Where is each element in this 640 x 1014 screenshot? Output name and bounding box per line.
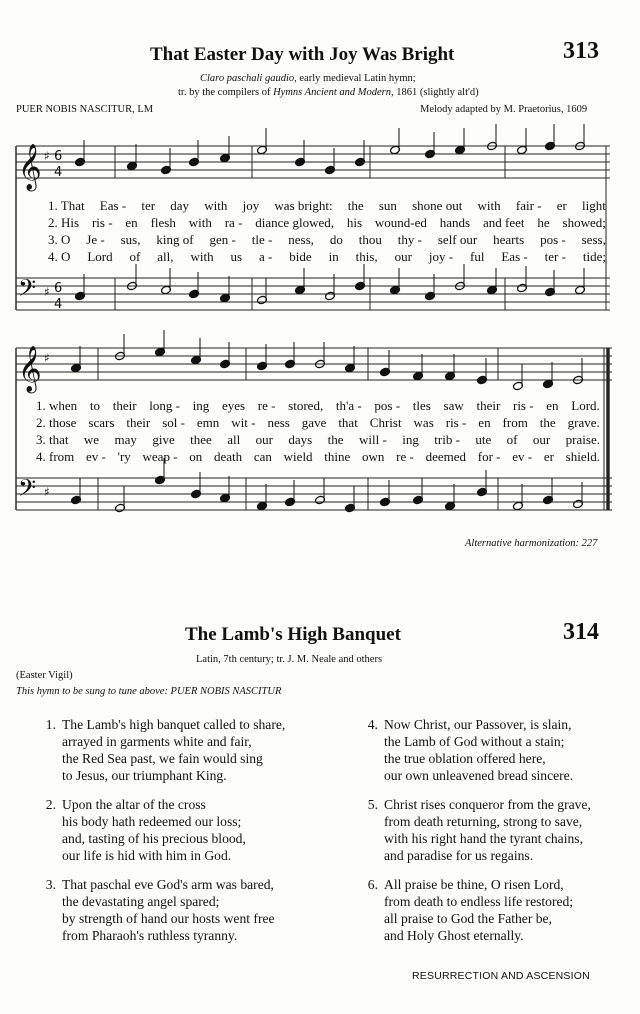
stanza-line	[358, 813, 640, 830]
lyric-syllable: sun	[378, 198, 397, 213]
note-head	[380, 367, 391, 377]
stanza-line	[358, 750, 640, 767]
lyric-syllable: joy -	[428, 249, 454, 264]
stanza-line	[358, 893, 640, 910]
note-head	[477, 375, 488, 385]
lyric-syllable: wield	[283, 449, 313, 464]
note-head	[517, 283, 528, 293]
stanza	[358, 716, 640, 784]
stanza-line	[36, 733, 326, 750]
note-head	[513, 501, 524, 511]
stanza-text: Now Christ, our Passover, is slain,	[384, 717, 572, 732]
note-head	[413, 371, 424, 381]
lyric-syllable: shield.	[565, 449, 600, 464]
note-head	[220, 293, 231, 303]
stanza-line	[36, 927, 326, 944]
stanza-text: his body hath redeemed our loss;	[62, 814, 242, 829]
note-head	[161, 165, 172, 175]
lyric-syllable: their	[112, 398, 137, 413]
stanza-line	[358, 830, 640, 847]
lyric-syllable: his	[346, 215, 363, 230]
note-head	[575, 285, 586, 295]
stanza-text: the Lamb of God without a stain;	[384, 734, 565, 749]
lyric-syllable: and feet	[483, 215, 525, 230]
lyric-syllable: our	[394, 249, 412, 264]
note-head	[390, 285, 401, 295]
stanza-text: and paradise for us regains.	[384, 848, 534, 863]
note-head	[71, 363, 82, 373]
lyric-syllable: en	[478, 415, 491, 430]
stanza-line	[358, 910, 640, 927]
clef-symbol: 6	[54, 281, 63, 296]
note-head	[127, 161, 138, 171]
stanza	[36, 876, 326, 944]
stanza-line	[358, 847, 640, 864]
stanza-text: our own unleavened bread sincere.	[384, 768, 574, 783]
lyric-syllable: tle -	[251, 232, 273, 247]
lyric-syllable: ful	[469, 249, 485, 264]
lyric-syllable: of	[129, 249, 141, 264]
stanza-text: That paschal eve God's arm was bared,	[62, 877, 274, 892]
hymn-314-tune-note: This hymn to be sung to tune above: PUER NOBIS NASCITUR	[16, 686, 282, 697]
lyric-syllable: praise.	[565, 432, 600, 447]
stanza-line	[358, 927, 640, 944]
stanza-text: to Jesus, our triumphant King.	[62, 768, 227, 783]
lyric-syllable: emn	[196, 415, 220, 430]
lyric-line	[36, 415, 600, 431]
lyric-syllable: give	[152, 432, 175, 447]
stanza-line	[36, 716, 326, 733]
lyric-syllable: thou	[358, 232, 382, 247]
stanza-text: Christ rises conqueror from the grave,	[384, 797, 591, 812]
note-head	[425, 149, 436, 159]
lyric-syllable: 3. O	[48, 232, 71, 247]
lyric-syllable: en	[125, 215, 138, 230]
lyric-syllable: joy	[242, 198, 260, 213]
stanza-number: 6.	[367, 877, 378, 892]
clef-symbol: 𝄢	[18, 474, 37, 507]
lyric-syllable: 3. that	[36, 432, 69, 447]
lyric-syllable: for -	[477, 449, 501, 464]
lyric-syllable: their	[126, 415, 151, 430]
lyric-syllable: do	[329, 232, 343, 247]
lyric-syllable: pos -	[540, 232, 566, 247]
stanza	[358, 796, 640, 864]
note-head	[425, 291, 436, 301]
note-head	[257, 145, 268, 155]
lyric-syllable: a -	[258, 249, 273, 264]
note-head	[517, 145, 528, 155]
lyric-syllable: ness	[267, 415, 290, 430]
lyric-syllable: ing	[402, 432, 419, 447]
lyric-syllable: diance glowed,	[255, 215, 334, 230]
lyric-syllable: saw	[443, 398, 464, 413]
stanza-text: and Holy Ghost eternally.	[384, 928, 524, 943]
note-head	[191, 355, 202, 365]
lyric-syllable: pos -	[374, 398, 401, 413]
note-head	[355, 281, 366, 291]
lyric-syllable: 'ry	[117, 449, 131, 464]
stanza-text: the devastating angel spared;	[62, 894, 220, 909]
lyric-syllable: er	[543, 449, 554, 464]
lyric-syllable: long -	[149, 398, 180, 413]
note-head	[295, 285, 306, 295]
stanza-text: The Lamb's high banquet called to share,	[62, 717, 286, 732]
stanza-line	[358, 876, 640, 893]
lyric-syllable: ra -	[224, 215, 243, 230]
lyric-syllable: ing	[192, 398, 210, 413]
lyric-syllable: their	[476, 398, 501, 413]
lyric-syllable: re -	[257, 398, 276, 413]
lyric-syllable: ter -	[544, 249, 566, 264]
lyric-syllable: all	[227, 432, 241, 447]
note-head	[445, 371, 456, 381]
lyric-syllable: er	[556, 198, 567, 213]
note-head	[325, 291, 336, 301]
lyric-syllable: the	[347, 198, 364, 213]
note-head	[115, 503, 126, 513]
lyric-syllable: Christ	[369, 415, 402, 430]
stanza-text: from death to endless life restored;	[384, 894, 574, 909]
lyric-syllable: grave.	[567, 415, 600, 430]
note-head	[71, 495, 82, 505]
lyric-syllable: ter	[141, 198, 156, 213]
note-head	[285, 359, 296, 369]
note-head	[487, 285, 498, 295]
note-head	[189, 157, 200, 167]
lyric-syllable: from	[502, 415, 528, 430]
note-head	[390, 145, 401, 155]
lyric-syllable: deemed	[425, 449, 466, 464]
lyric-syllable: own	[362, 449, 385, 464]
lyric-syllable: Lord.	[571, 398, 600, 413]
note-head	[573, 375, 584, 385]
clef-symbol: 6	[54, 149, 63, 164]
lyric-line	[48, 232, 606, 248]
lyric-syllable: days	[288, 432, 313, 447]
lyric-syllable: ev -	[512, 449, 533, 464]
lyric-syllable: 4. O	[48, 249, 71, 264]
lyric-syllable: Je -	[86, 232, 105, 247]
lyric-syllable: tles	[412, 398, 431, 413]
lyric-syllable: ness,	[288, 232, 314, 247]
hymn-313-number: 313	[563, 38, 599, 64]
lyric-syllable: of	[506, 432, 518, 447]
stanza-line	[36, 910, 326, 927]
lyric-syllable: flesh	[150, 215, 176, 230]
lyric-syllable: tide;	[582, 249, 606, 264]
lyric-line	[48, 215, 606, 231]
lyric-syllable: fair -	[515, 198, 542, 213]
stanza-text: and, tasting of his precious blood,	[62, 831, 246, 846]
lyric-syllable: scars	[88, 415, 115, 430]
lyric-syllable: 1. when	[36, 398, 78, 413]
lyric-line	[36, 398, 600, 414]
lyric-syllable: re -	[396, 449, 414, 464]
note-head	[220, 153, 231, 163]
lyric-syllable: en	[546, 398, 559, 413]
stanza-number: 1.	[45, 717, 56, 732]
note-head	[155, 475, 166, 485]
lyric-syllable: the	[539, 415, 556, 430]
tune-name: PUER NOBIS NASCITUR, LM	[16, 104, 154, 115]
note-head	[75, 291, 86, 301]
lyric-line	[36, 449, 600, 465]
lyric-syllable: will -	[358, 432, 387, 447]
note-head	[75, 157, 86, 167]
clef-symbol: 𝄞	[18, 144, 42, 190]
lyric-syllable: sol -	[162, 415, 185, 430]
clef-symbol: 𝄢	[18, 274, 37, 307]
stanza-line	[36, 813, 326, 830]
hymn-313-translation-credit: tr. by the compilers of Hymns Ancient and Modern, 1861 (slightly alt'd)	[178, 87, 479, 98]
clef-symbol: 𝄞	[18, 346, 42, 392]
stanza-text: with his right hand the tyrant chains,	[384, 831, 583, 846]
note-head	[477, 487, 488, 497]
lyric-syllable: he	[537, 215, 550, 230]
note-head	[413, 495, 424, 505]
clef-symbol: ♯	[44, 149, 50, 163]
clef-symbol: 4	[54, 297, 63, 312]
note-head	[315, 495, 326, 505]
lyric-syllable: we	[83, 432, 100, 447]
note-head	[285, 497, 296, 507]
page-footer: RESURRECTION AND ASCENSION	[412, 970, 590, 982]
stanza-line	[36, 847, 326, 864]
note-head	[127, 281, 138, 291]
note-head	[191, 489, 202, 499]
stanza-number: 2.	[45, 797, 56, 812]
lyric-syllable: all,	[157, 249, 174, 264]
clef-symbol: ♯	[44, 485, 50, 499]
stanza	[36, 796, 326, 864]
lyric-syllable: weap -	[142, 449, 178, 464]
stanza-text: our life is hid with him in God.	[62, 848, 232, 863]
note-head	[325, 165, 336, 175]
lyric-syllable: hearts	[493, 232, 525, 247]
lyric-syllable: to	[89, 398, 100, 413]
hymn-314-occasion: (Easter Vigil)	[16, 670, 73, 681]
note-head	[543, 379, 554, 389]
note-head	[189, 289, 200, 299]
lyric-syllable: th'a -	[335, 398, 362, 413]
lyric-syllable: sus,	[120, 232, 141, 247]
note-head	[573, 499, 584, 509]
lyric-line	[48, 198, 606, 214]
stanza-line	[358, 733, 640, 750]
stanza-number: 3.	[45, 877, 56, 892]
lyric-syllable: that	[338, 415, 358, 430]
stanza-line	[36, 893, 326, 910]
lyric-syllable: gen -	[209, 232, 236, 247]
stanza-number: 5.	[367, 797, 378, 812]
note-head	[455, 145, 466, 155]
note-head	[487, 141, 498, 151]
lyric-syllable: 4. from	[36, 449, 75, 464]
stanza	[358, 876, 640, 944]
stanza-text: arrayed in garments white and fair,	[62, 734, 252, 749]
lyric-syllable: hands	[439, 215, 471, 230]
lyric-syllable: wound-ed	[374, 215, 427, 230]
stanza-line	[358, 767, 640, 784]
note-head	[545, 287, 556, 297]
lyric-syllable: wit -	[231, 415, 256, 430]
lyric-syllable: with	[477, 198, 501, 213]
lyric-syllable: showed;	[562, 215, 606, 230]
note-head	[257, 361, 268, 371]
lyric-syllable: stored,	[288, 398, 324, 413]
lyric-syllable: sess,	[581, 232, 606, 247]
hymn-313-text-credit: Claro paschali gaudio, early medieval Latin hymn;	[200, 73, 416, 84]
lyric-syllable: our	[255, 432, 273, 447]
note-head	[345, 503, 356, 513]
lyric-syllable: was bright:	[274, 198, 333, 213]
stanza-text: from Pharaoh's ruthless tyranny.	[62, 928, 238, 943]
lyric-syllable: ute	[475, 432, 492, 447]
note-head	[115, 351, 126, 361]
lyric-syllable: shone out	[412, 198, 463, 213]
lyric-syllable: bide	[289, 249, 312, 264]
hymn-314-credit: Latin, 7th century; tr. J. M. Neale and others	[196, 654, 383, 665]
lyric-syllable: thine	[324, 449, 351, 464]
clef-symbol: 4	[54, 165, 63, 180]
lyric-syllable: with	[190, 249, 214, 264]
note-head	[455, 281, 466, 291]
hymn-313-title: That Easter Day with Joy Was Bright	[150, 44, 455, 65]
note-head	[155, 347, 166, 357]
stanza-line	[358, 716, 640, 733]
stanza-line	[36, 750, 326, 767]
lyric-syllable: king of	[156, 232, 194, 247]
stanza-text: from death returning, strong to save,	[384, 814, 583, 829]
note-head	[257, 501, 268, 511]
stanza-line	[36, 767, 326, 784]
lyric-syllable: can	[253, 449, 272, 464]
lyric-syllable: self our	[437, 232, 478, 247]
tune-credit: Melody adapted by M. Praetorius, 1609	[420, 104, 588, 115]
lyric-syllable: with	[204, 198, 228, 213]
alternative-harmonization-note: Alternative harmonization: 227	[465, 538, 598, 549]
stanza-text: the Red Sea past, we fain would sing	[62, 751, 263, 766]
stanza-text: Upon the altar of the cross	[62, 797, 206, 812]
lyric-syllable: 2. those	[36, 415, 77, 430]
note-head	[220, 359, 231, 369]
note-head	[445, 501, 456, 511]
lyric-syllable: on	[189, 449, 203, 464]
note-head	[545, 141, 556, 151]
stanza-text: all praise to God the Father be,	[384, 911, 552, 926]
note-head	[575, 141, 586, 151]
lyric-syllable: day	[170, 198, 190, 213]
lyric-syllable: ris -	[91, 215, 113, 230]
lyric-syllable: trib -	[434, 432, 460, 447]
note-head	[345, 363, 356, 373]
lyric-line	[36, 432, 600, 448]
lyric-syllable: light	[582, 198, 606, 213]
stanza-text: All praise be thine, O risen Lord,	[384, 877, 564, 892]
lyric-syllable: our	[532, 432, 551, 447]
clef-symbol: ♯	[44, 285, 50, 299]
note-head	[220, 493, 231, 503]
note-head	[295, 157, 306, 167]
lyric-syllable: thy -	[397, 232, 422, 247]
lyric-syllable: ev -	[86, 449, 106, 464]
lyric-syllable: 1. That	[48, 198, 85, 213]
lyric-syllable: may	[114, 432, 137, 447]
lyric-syllable: death	[214, 449, 243, 464]
lyric-syllable: 2. His	[48, 215, 80, 230]
stanza-line	[36, 796, 326, 813]
note-head	[355, 157, 366, 167]
lyric-syllable: thee	[190, 432, 212, 447]
lyric-syllable: eyes	[221, 398, 246, 413]
clef-symbol: ♯	[44, 351, 50, 365]
lyric-syllable: this,	[355, 249, 378, 264]
lyric-syllable: ris -	[445, 415, 467, 430]
stanza-text: by strength of hand our hosts went free	[62, 911, 275, 926]
hymn-314-number: 314	[563, 619, 599, 645]
stanza-number: 4.	[367, 717, 378, 732]
note-head	[380, 497, 391, 507]
lyric-syllable: was	[413, 415, 434, 430]
stanza-line	[358, 796, 640, 813]
lyric-syllable: ris -	[512, 398, 534, 413]
note-head	[161, 285, 172, 295]
lyric-syllable: gave	[301, 415, 327, 430]
note-head	[513, 381, 524, 391]
note-head	[315, 359, 326, 369]
lyric-syllable: the	[327, 432, 344, 447]
lyric-syllable: in	[328, 249, 339, 264]
lyric-syllable: Eas -	[501, 249, 528, 264]
stanza-line	[36, 876, 326, 893]
note-head	[257, 295, 268, 305]
stanza-line	[36, 830, 326, 847]
lyric-syllable: us	[230, 249, 243, 264]
stanza-text: the true oblation offered here,	[384, 751, 546, 766]
lyric-line	[48, 249, 606, 265]
hymn-314-title: The Lamb's High Banquet	[185, 624, 401, 645]
stanza	[36, 716, 326, 784]
lyric-syllable: with	[188, 215, 212, 230]
lyric-syllable: Lord	[87, 249, 113, 264]
lyric-syllable: Eas -	[99, 198, 127, 213]
note-head	[543, 495, 554, 505]
